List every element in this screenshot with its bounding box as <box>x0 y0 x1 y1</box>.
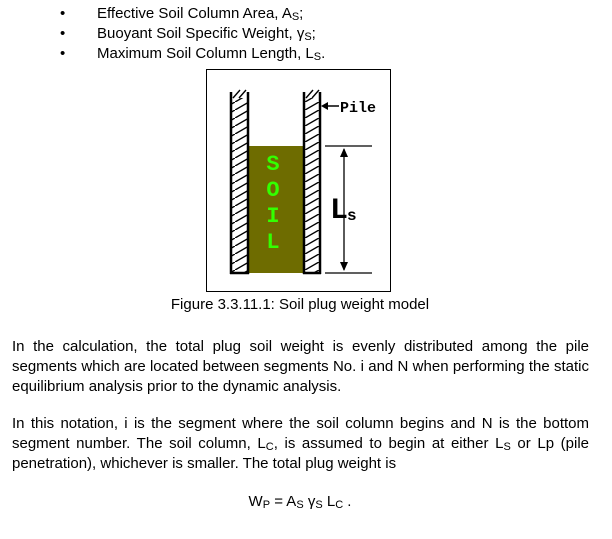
formula-subscript: C <box>335 499 344 511</box>
left-pile-wall <box>230 90 249 274</box>
formula-text: W <box>248 493 263 510</box>
bullet-tail: ; <box>311 25 316 42</box>
bullet-subscript: S <box>291 11 300 23</box>
bullet-item <box>60 44 325 64</box>
formula-text: L <box>322 493 336 510</box>
plug-weight-formula <box>0 493 600 510</box>
paragraph-subscript: C <box>265 441 274 453</box>
paragraph-subscript: S <box>503 441 511 453</box>
bullet-text: Maximum Soil Column Length, L <box>97 45 314 62</box>
pile-label: Pile <box>340 100 377 117</box>
formula-text: γ <box>303 493 316 510</box>
bullet-item <box>60 24 325 44</box>
formula-subscript: S <box>296 499 304 511</box>
soil-letter: S <box>266 152 280 177</box>
paragraph-text: In this notation, i is the segment where the soil column begins and N is the bottom segment number. The soil column, L <box>12 415 589 452</box>
right-pile-wall <box>303 90 321 274</box>
bullet-icon: • <box>60 45 66 62</box>
formula-text: . <box>343 493 352 510</box>
paragraph-text: or Lp (pile penetration), whichever is smaller. The total plug weight is <box>12 435 590 472</box>
length-label: L <box>330 194 349 228</box>
bullet-tail: ; <box>299 5 304 22</box>
bullet-text: Effective Soil Column Area, A <box>97 5 292 22</box>
soil-plug-diagram <box>207 70 392 293</box>
paragraph-notation <box>12 414 589 474</box>
formula-subscript: P <box>262 499 271 511</box>
bullet-item <box>60 4 325 24</box>
length-subscript: s <box>347 207 357 225</box>
soil-letter: O <box>266 178 280 203</box>
soil-letter: I <box>266 204 280 229</box>
bullet-subscript: S <box>313 51 322 63</box>
bullet-list <box>60 4 325 64</box>
formula-text: = A <box>270 493 297 510</box>
soil-letter: L <box>266 230 280 255</box>
paragraph-distribution: In the calculation, the total plug soil weight is evenly distributed among the pile segments which are located between segments No. i and N when performing the static equilibrium analysis prior to the dynamic analysis. <box>12 338 589 395</box>
bullet-icon: • <box>60 25 66 42</box>
bullet-icon: • <box>60 5 66 22</box>
bullet-tail: . <box>321 45 326 62</box>
pile-label-arrow <box>321 102 339 110</box>
soil-plug-figure <box>206 69 391 292</box>
formula-subscript: S <box>315 499 323 511</box>
paragraph-text: , is assumed to begin at either L <box>273 435 504 452</box>
bullet-subscript: S <box>304 31 312 43</box>
figure-caption: Figure 3.3.11.1: Soil plug weight model <box>170 296 430 313</box>
bullet-text: Buoyant Soil Specific Weight, γ <box>97 25 305 42</box>
